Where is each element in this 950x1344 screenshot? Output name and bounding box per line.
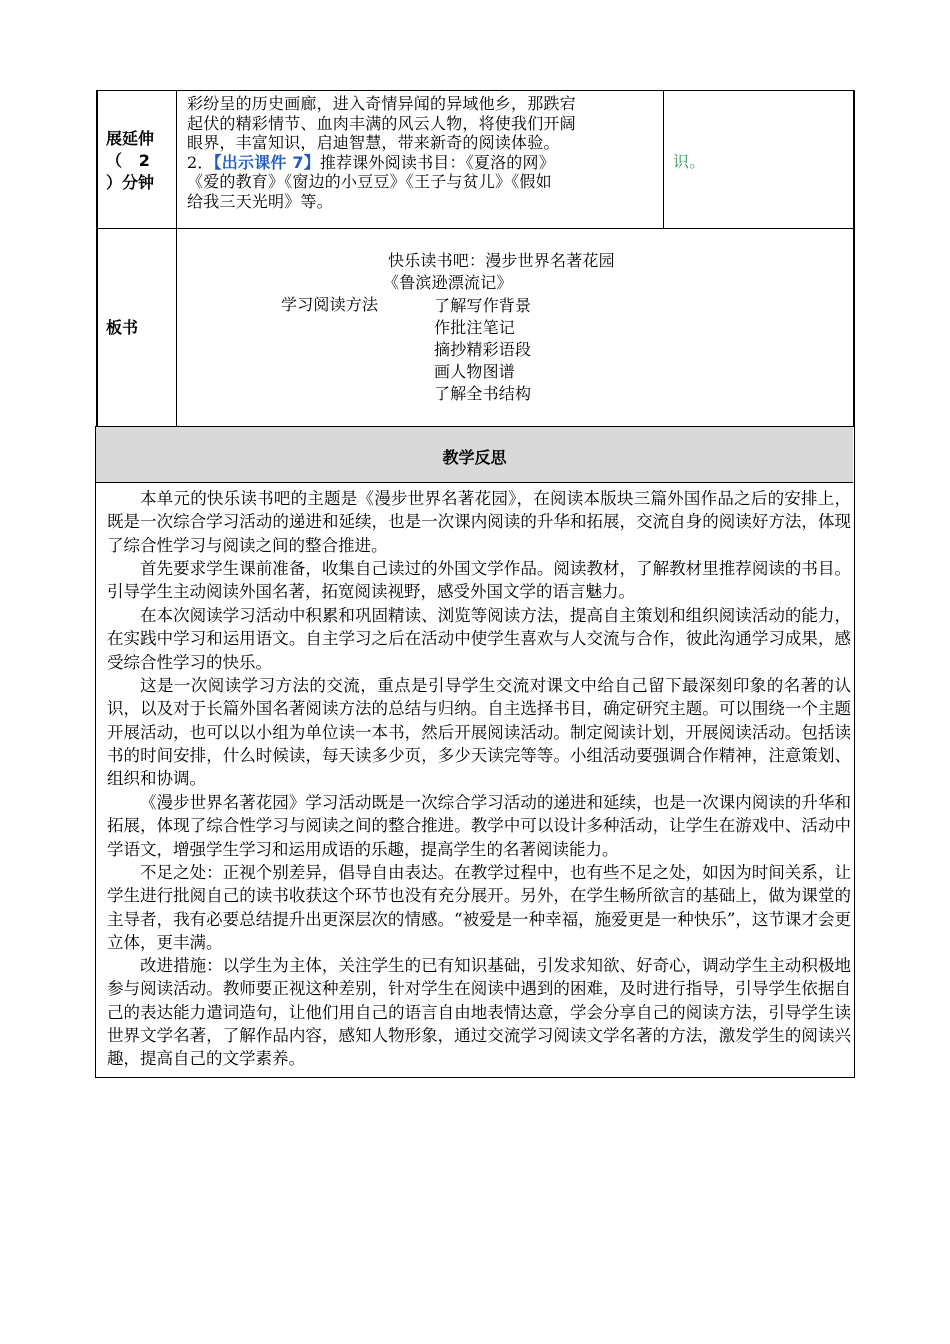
table-row-divider (96, 228, 854, 229)
board-title: 快乐读书吧：漫步世界名著花园 (388, 251, 615, 270)
reflection-paragraph: 《漫步世界名著花园》学习活动既是一次综合学习活动的递进和延续，也是一次课内阅读的升华和拓展，体现了综合性学习与阅读之间的整合推进。教学中可以设计多种活动，让学生在游戏中、活动中学语文，增强学生学习和运用成语的乐趣，提高学生的名著阅读能力。 (107, 793, 851, 859)
lesson-plan-table (96, 90, 854, 426)
reflection-paragraph: 在本次阅读学习活动中积累和巩固精读、浏览等阅读方法，提高自主策划和组织阅读活动的能力，在实践中学习和运用语文。自主学习之后在活动中使学生喜欢与人交流与合作，彼此沟通学习成果，感受综合性学习的快乐。 (107, 606, 851, 672)
row-label-extension: 展延伸 （ 2 ）分钟 (106, 129, 155, 192)
table-border-right (853, 90, 855, 426)
reflection-paragraph: 首先要求学生课前准备，收集自己读过的外国文学作品。阅读教材，了解教材里推荐阅读的书目。引导学生主动阅读外国名著，拓宽阅读视野，感受外国文学的语言魅力。 (107, 559, 851, 602)
table-divider-note (663, 90, 664, 228)
content-line: 彩纷呈的历史画廊，进入奇情异闻的异域他乡，那跌宕 (187, 94, 576, 113)
reflection-paragraph: 这是一次阅读学习方法的交流，重点是引导学生交流对课文中给自己留下最深刻印象的名著的认识，以及对于长篇外国名著阅读方法的总结与归纳。自主选择书目，确定研究主题。可以围绕一个主题开展活动，也可以以小组为单位读一本书，然后开展阅读活动。制定阅读计划，开展阅读活动。包括读书的时间安排，什么时候读，每天读多少页，多少天读完等等。小组活动要强调合作精神，注意策划、组织和协调。 (107, 676, 851, 789)
reflection-paragraph: 不足之处：正视个别差异，倡导自由表达。在教学过程中，也有些不足之处，如因为时间关系，让学生进行批阅自己的读书收获这个环节也没有充分展开。另外，在学生畅所欲言的基础上，做为课堂的主导者，我有必要总结提升出更深层次的情感。“被爱是一种幸福，施爱更是一种快乐”，这节课才会更立体，更丰满。 (107, 863, 851, 952)
board-method-list (434, 295, 531, 405)
method-item: 摘抄精彩语段 (434, 340, 532, 359)
reflection-title: 教学反思 (442, 448, 507, 467)
content-line: 眼界，丰富知识，启迪智慧，带来新奇的阅读体验。 (187, 133, 560, 152)
table-divider-label (176, 90, 177, 426)
teaching-reflection-table (95, 426, 855, 1078)
content-line: 给我三天光明》等。 (187, 191, 333, 211)
table-border-left (96, 90, 98, 426)
method-item: 了解全书结构 (434, 384, 532, 403)
method-item: 画人物图谱 (434, 362, 516, 381)
reflection-paragraph: 本单元的快乐读书吧的主题是《漫步世界名著花园》，在阅读本版块三篇外国作品之后的安排上，既是一次综合学习活动的递进和延续，也是一次课内阅读的升华和拓展，交流自身的阅读好方法，体现了综合性学习与阅读之间的整合推进。 (107, 489, 851, 555)
courseware-label: 【出示课件 7】 (213, 152, 320, 172)
reading-list-item: 2．【出示课件 7】推荐课外阅读书目：《夏洛的网》 (187, 152, 555, 172)
row-label-board: 板书 (106, 318, 139, 337)
content-line: 《爱的教育》《窗边的小豆豆》《王子与贫儿》《假如 (187, 172, 552, 191)
reflection-paragraph: 改进措施：以学生为主体，关注学生的已有知识基础，引发求知欲、好奇心，调动学生主动积极地参与阅读活动。教师要正视这种差别，针对学生在阅读中遇到的困难，及时进行指导，引导学生依据自己的表达能力遣词造句，让他们用自己的语言自由地表情达意，学会分享自己的阅读方法，引导学生读世界文学名著，了解作品内容，感知人物形象，通过交流学习阅读文学名著的方法，激发学生的阅读兴趣，提高自己的文学素养。 (107, 956, 851, 1069)
board-method-label: 学习阅读方法 (281, 295, 379, 314)
reflection-header (96, 427, 853, 483)
side-note: 识。 (673, 152, 706, 171)
extension-content (187, 94, 661, 211)
method-item: 作批注笔记 (434, 318, 516, 337)
table-border-top (96, 90, 854, 91)
board-book: 《鲁滨逊漂流记》 (383, 273, 513, 292)
content-line: 起伏的精彩情节、血肉丰满的风云人物，将使我们开阔 (187, 113, 576, 133)
method-item: 了解写作背景 (434, 296, 532, 315)
